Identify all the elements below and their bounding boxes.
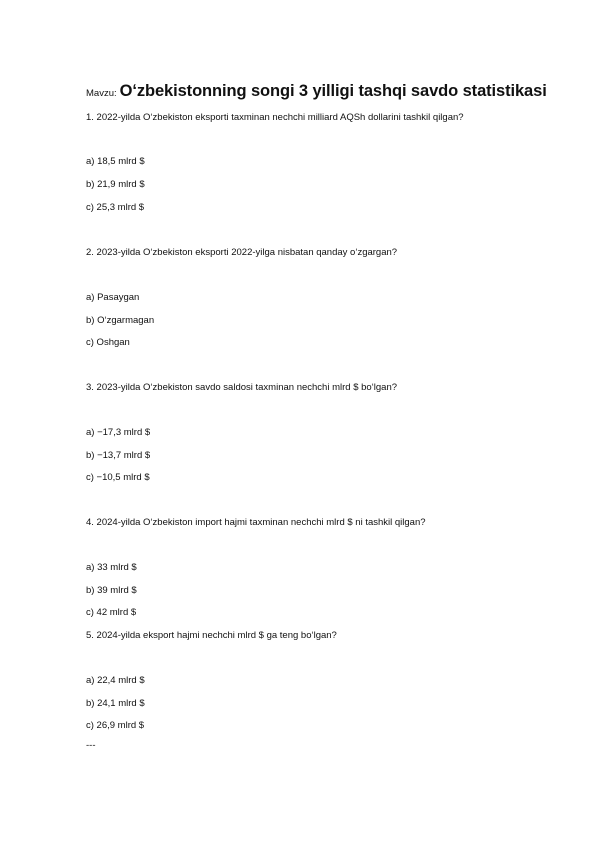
question-1-option-c: c) 25,3 mlrd $ <box>86 202 145 213</box>
question-3-option-c: c) −10,5 mlrd $ <box>86 472 150 483</box>
question-4-option-a: a) 33 mlrd $ <box>86 562 137 573</box>
question-3-option-a: a) −17,3 mlrd $ <box>86 427 151 438</box>
question-2-option-a: a) Pasaygan <box>86 292 140 303</box>
document-title <box>86 82 547 101</box>
question-2: 2. 2023-yilda Oʻzbekiston eksporti 2022-yilga nisbatan qanday oʻzgargan? <box>86 247 398 258</box>
question-5-option-b: b) 24,1 mlrd $ <box>86 698 145 709</box>
question-3-option-b: b) −13,7 mlrd $ <box>86 450 151 461</box>
question-4-option-c: c) 42 mlrd $ <box>86 607 137 618</box>
title-main: Oʻzbekistonning songi 3 yilligi tashqi savdo statistikasi <box>119 82 547 100</box>
question-5: 5. 2024-yilda eksport hajmi nechchi mlrd $ ga teng boʻlgan? <box>86 630 337 641</box>
question-4: 4. 2024-yilda Oʻzbekiston import hajmi taxminan nechchi mlrd $ ni tashkil qilgan? <box>86 517 426 528</box>
question-1: 1. 2022-yilda Oʻzbekiston eksporti taxminan nechchi milliard AQSh dollarini tashkil qilgan? <box>86 112 464 123</box>
question-3: 3. 2023-yilda Oʻzbekiston savdo saldosi taxminan nechchi mlrd $ boʻlgan? <box>86 382 398 393</box>
question-4-option-b: b) 39 mlrd $ <box>86 585 137 596</box>
question-2-option-c: c) Oshgan <box>86 337 130 348</box>
question-1-option-b: b) 21,9 mlrd $ <box>86 179 145 190</box>
question-5-option-a: a) 22,4 mlrd $ <box>86 675 145 686</box>
question-2-option-b: b) Oʻzgarmagan <box>86 315 155 326</box>
separator: --- <box>86 740 96 751</box>
question-5-option-c: c) 26,9 mlrd $ <box>86 720 145 731</box>
question-1-option-a: a) 18,5 mlrd $ <box>86 156 145 167</box>
title-prefix: Mavzu: <box>86 88 117 99</box>
